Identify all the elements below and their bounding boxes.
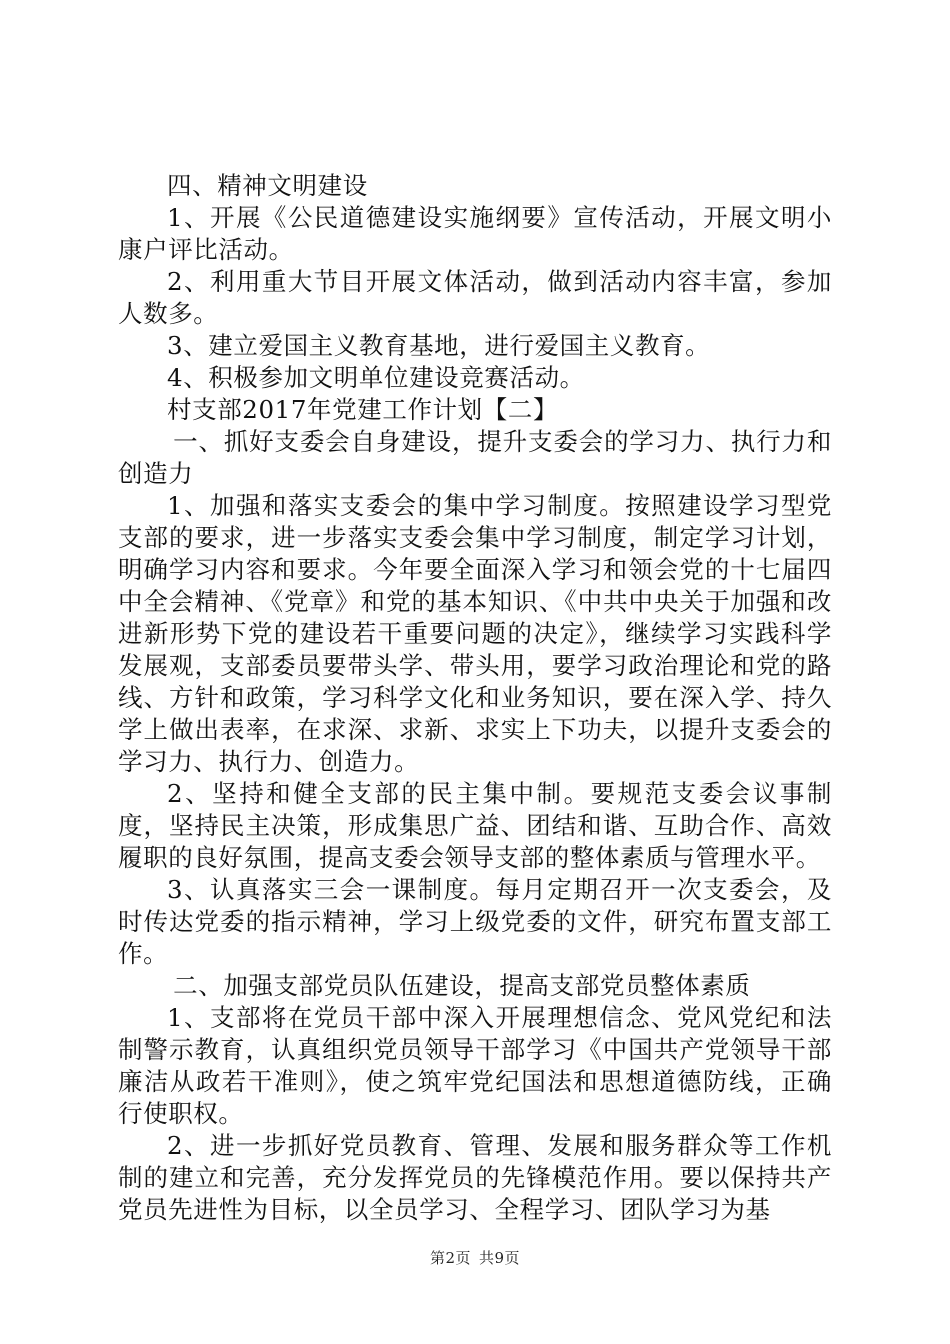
page-total: 共9页 — [479, 1249, 521, 1267]
document-subtitle: 村支部2017年党建工作计划【二】 — [167, 395, 559, 424]
paragraph: 3、认真落实三会一课制度。每月定期召开一次支委会，及时传达党委的指示精神，学习上级党委的文件，研究布置支部工作。 — [118, 875, 832, 968]
section-heading-committee-building: 一、抓好支委会自身建设，提升支委会的学习力、执行力和创造力 — [118, 427, 832, 488]
document-body — [118, 170, 832, 1226]
paragraph: 1、加强和落实支委会的集中学习制度。按照建设学习型党支部的要求，进一步落实支委会集中学习制度，制定学习计划，明确学习内容和要求。今年要全面深入学习和领会党的十七届四中全会精神、《党章》和党的基本知识、《中共中央关于加强和改进新形势下党的建设若干重要问题的决定》，继续学习实践科学发展观，支部委员要带头学、带头用，要学习政治理论和党的路线、方针和政策，学习科学文化和业务知识，要在深入学、持久学上做出表率，在求深、求新、求实上下功夫，以提升支委会的学习力、执行力、创造力。 — [118, 491, 832, 776]
paragraph: 1、支部将在党员干部中深入开展理想信念、党风党纪和法制警示教育，认真组织党员领导干部学习《中国共产党领导干部廉洁从政若干准则》，使之筑牢党纪国法和思想道德防线，正确行使职权。 — [118, 1003, 832, 1128]
page-footer — [0, 1247, 950, 1268]
paragraph: 2、利用重大节目开展文体活动，做到活动内容丰富，参加人数多。 — [118, 267, 832, 328]
paragraph: 3、建立爱国主义教育基地，进行爱国主义教育。 — [167, 331, 711, 360]
paragraph: 4、积极参加文明单位建设竞赛活动。 — [167, 363, 585, 392]
paragraph: 1、开展《公民道德建设实施纲要》宣传活动，开展文明小康户评比活动。 — [118, 203, 832, 264]
paragraph: 2、坚持和健全支部的民主集中制。要规范支委会议事制度，坚持民主决策，形成集思广益、团结和谐、互助合作、高效履职的良好氛围，提高支委会领导支部的整体素质与管理水平。 — [118, 779, 832, 872]
section-heading-spiritual-civilization: 四、精神文明建设 — [167, 171, 368, 200]
page-number: 第2页 — [429, 1249, 471, 1267]
paragraph: 2、进一步抓好党员教育、管理、发展和服务群众等工作机制的建立和完善，充分发挥党员的先锋模范作用。要以保持共产党员先进性为目标，以全员学习、全程学习、团队学习为基 — [118, 1131, 832, 1224]
section-heading-member-building: 二、加强支部党员队伍建设，提高支部党员整体素质 — [173, 971, 751, 1000]
